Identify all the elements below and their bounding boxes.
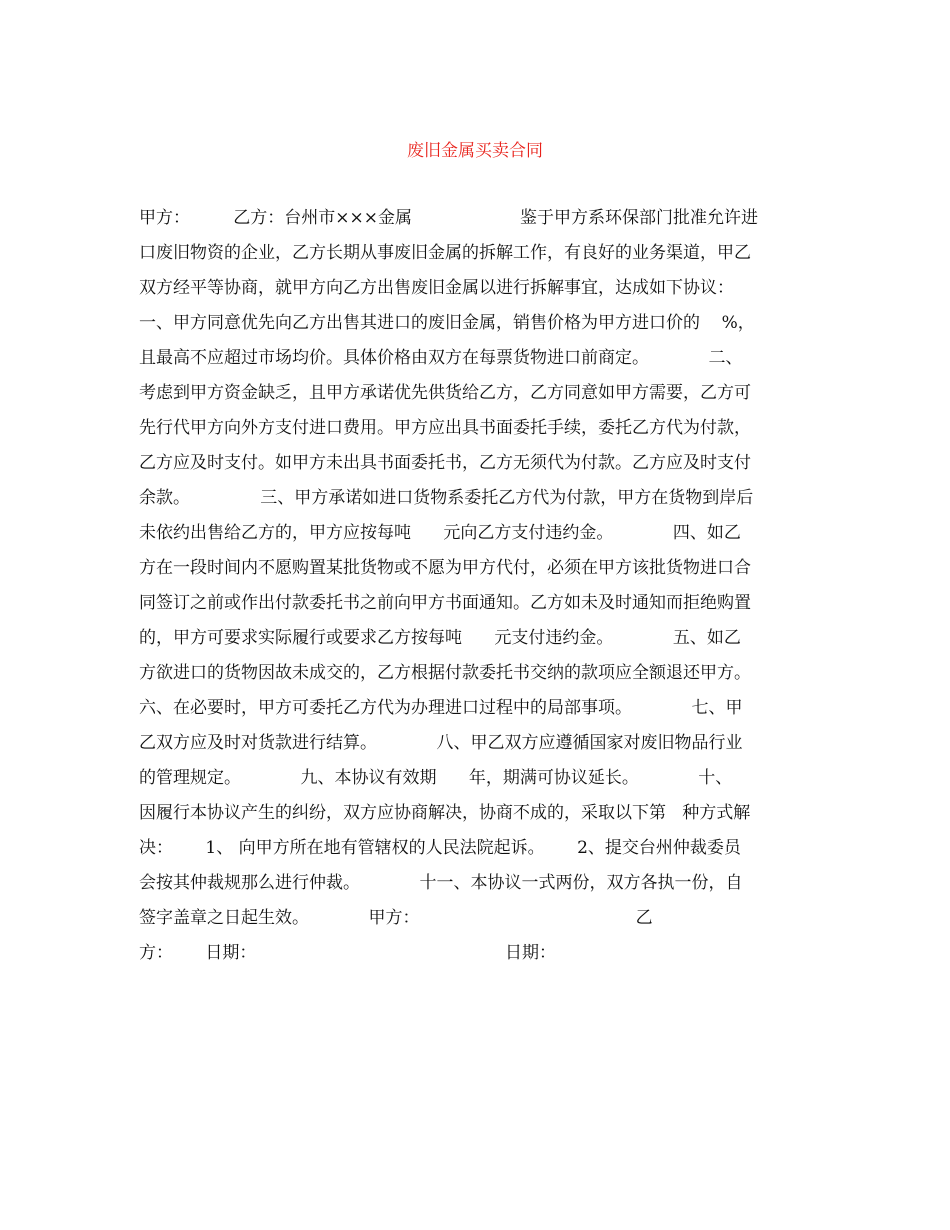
body-line-2: 口废旧物资的企业，乙方长期从事废旧金属的拆解工作，有良好的业务渠道，甲乙 <box>139 243 751 263</box>
body-line-19: 决： 1、 向甲方所在地有管辖权的人民法院起诉。 2、提交台州仲裁委员 <box>139 838 741 858</box>
body-line-5: 且最高不应超过市场均价。具体价格由双方在每票货物进口前商定。 二、 <box>139 348 743 368</box>
body-line-14: 方欲进口的货物因故未成交的，乙方根据付款委托书交纳的款项应全额退还甲方。 <box>139 663 751 683</box>
body-line-15: 六、在必要时，甲方可委托乙方代为办理进口过程中的局部事项。 七、甲 <box>139 698 743 718</box>
body-line-16: 乙双方应及时对货款进行结算。 八、甲乙双方应遵循国家对废旧物品行业 <box>139 733 743 753</box>
body-line-17: 的管理规定。 九、本协议有效期 年，期满可协议延长。 十、 <box>139 768 733 788</box>
body-line-1: 甲方： 乙方：台州市×××金属 鉴于甲方系环保部门批准允许进 <box>139 208 759 228</box>
document-title: 废旧金属买卖合同 <box>407 141 543 161</box>
body-line-11: 方在一段时间内不愿购置某批货物或不愿为甲方代付，必须在甲方该批货物进口合 <box>139 558 751 578</box>
body-line-3: 双方经平等协商，就甲方向乙方出售废旧金属以进行拆解事宜，达成如下协议： <box>139 278 734 298</box>
body-line-20: 会按其仲裁规那么进行仲裁。 十一、本协议一式两份，双方各执一份，自 <box>139 873 743 893</box>
body-line-13: 的，甲方可要求实际履行或要求乙方按每吨 元支付违约金。 五、如乙 <box>139 628 741 648</box>
body-line-7: 先行代甲方向外方支付进口费用。甲方应出具书面委托手续，委托乙方代为付款， <box>139 418 751 438</box>
body-line-8: 乙方应及时支付。如甲方未出具书面委托书，乙方无须代为付款。乙方应及时支付 <box>139 453 751 473</box>
body-line-12: 同签订之前或作出付款委托书之前向甲方书面通知。乙方如未及时通知而拒绝购置 <box>139 593 751 613</box>
body-line-22: 方： 日期： 日期： <box>139 943 556 963</box>
body-line-10: 未依约出售给乙方的，甲方应按每吨 元向乙方支付违约金。 四、如乙 <box>139 523 741 543</box>
body-line-21: 签字盖章之日起生效。 甲方： 乙 <box>139 908 653 928</box>
body-line-18: 因履行本协议产生的纠纷，双方应协商解决，协商不成的，采取以下第 种方式解 <box>139 803 751 823</box>
body-line-9: 余款。 三、甲方承诺如进口货物系委托乙方代为付款，甲方在货物到岸后 <box>139 488 754 508</box>
body-line-4: 一、甲方同意优先向乙方出售其进口的废旧金属，销售价格为甲方进口价的 %， <box>139 313 755 333</box>
body-line-6: 考虑到甲方资金缺乏，且甲方承诺优先供货给乙方，乙方同意如甲方需要，乙方可 <box>139 383 751 403</box>
